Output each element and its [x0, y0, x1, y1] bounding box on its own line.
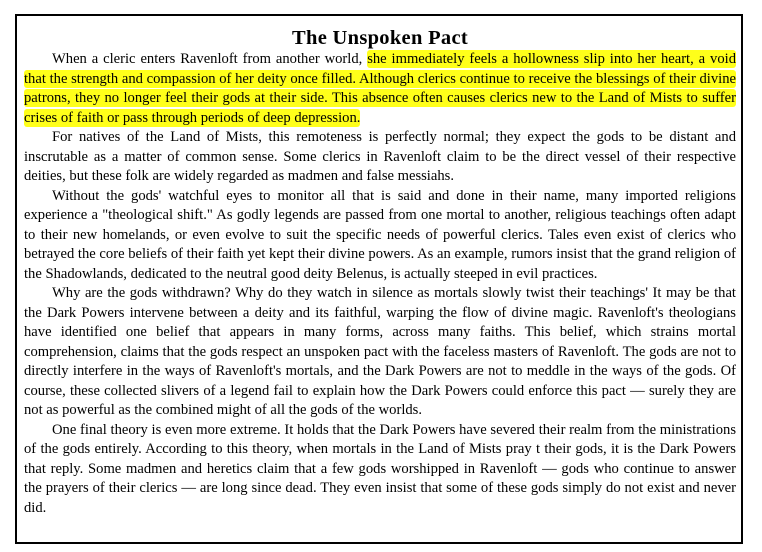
paragraph-2: For natives of the Land of Mists, this remoteness is perfectly normal; they expect the gods to be distant and inscrutable as a matter of common sense. Some clerics in Ravenloft claim to be the direct vessel of their respective deities, but these folk are widely regarded as madmen and false messiahs. — [24, 129, 736, 184]
paragraph-4: Why are the gods withdrawn? Why do they watch in silence as mortals slowly twist their teachings' It may be that the Dark Powers intervene between a deity and its faithful, warping the flow of divine magic. Ravenloft's theologians have identified one belief that appears in many forms, across many faiths. This belief, which strains mortal comprehension, claims that the gods respect an unspoken pact with the faceless masters of Ravenloft. The gods are not to directly interfere in the ways of Ravenloft's mortals, and the Dark Powers are not to meddle in the ways of the gods. Of course, these collected slivers of a legend fail to explain how the Dark Powers could enforce this pact — surely they are not as powerful as the combined might of all the gods of the worlds. — [24, 285, 736, 418]
document-frame — [15, 14, 743, 544]
paragraph-3: Without the gods' watchful eyes to monitor all that is said and done in their name, many imported religions experience a "theological shift." As godly legends are passed from one mortal to another, religious teachings often adapt to their new homelands, or even evolve to suit the specific needs of powerful clerics. Tales even exist of clerics who betrayed the core beliefs of their faith yet kept their divine powers. As an example, rumors insist that the grand religion of the Shadowlands, dedicated to the neutral good deity Belenus, is actually steeped in evil practices. — [24, 187, 736, 282]
document-content — [24, 26, 736, 518]
highlighted-passage: she immediately feels a hollowness slip into her heart, a void that the strength and compassion of her deity once filled. Although clerics continue to receive the blessings of their divine patrons, they no longer feel their gods at their side. This absence often causes clerics new to the Land of Mists to suffer crises of faith or pass through periods of deep depression. — [24, 51, 736, 126]
page-title: The Unspoken Pact — [292, 27, 468, 49]
paragraph-5: One final theory is even more extreme. It holds that the Dark Powers have severed their realm from the ministrations of the gods entirely. According to this theory, when mortals in the Land of Mists pray t their gods, it is the Dark Powers that reply. Some madmen and heretics claim that a few gods worshipped in Ravenloft — gods who continue to answer the prayers of their clerics — are long since dead. They even insist that some of these gods simply do not exist and never did. — [24, 421, 736, 516]
paragraph-1 — [24, 50, 736, 128]
paragraph-1-text: When a cleric enters Ravenloft from another world, — [52, 51, 368, 67]
